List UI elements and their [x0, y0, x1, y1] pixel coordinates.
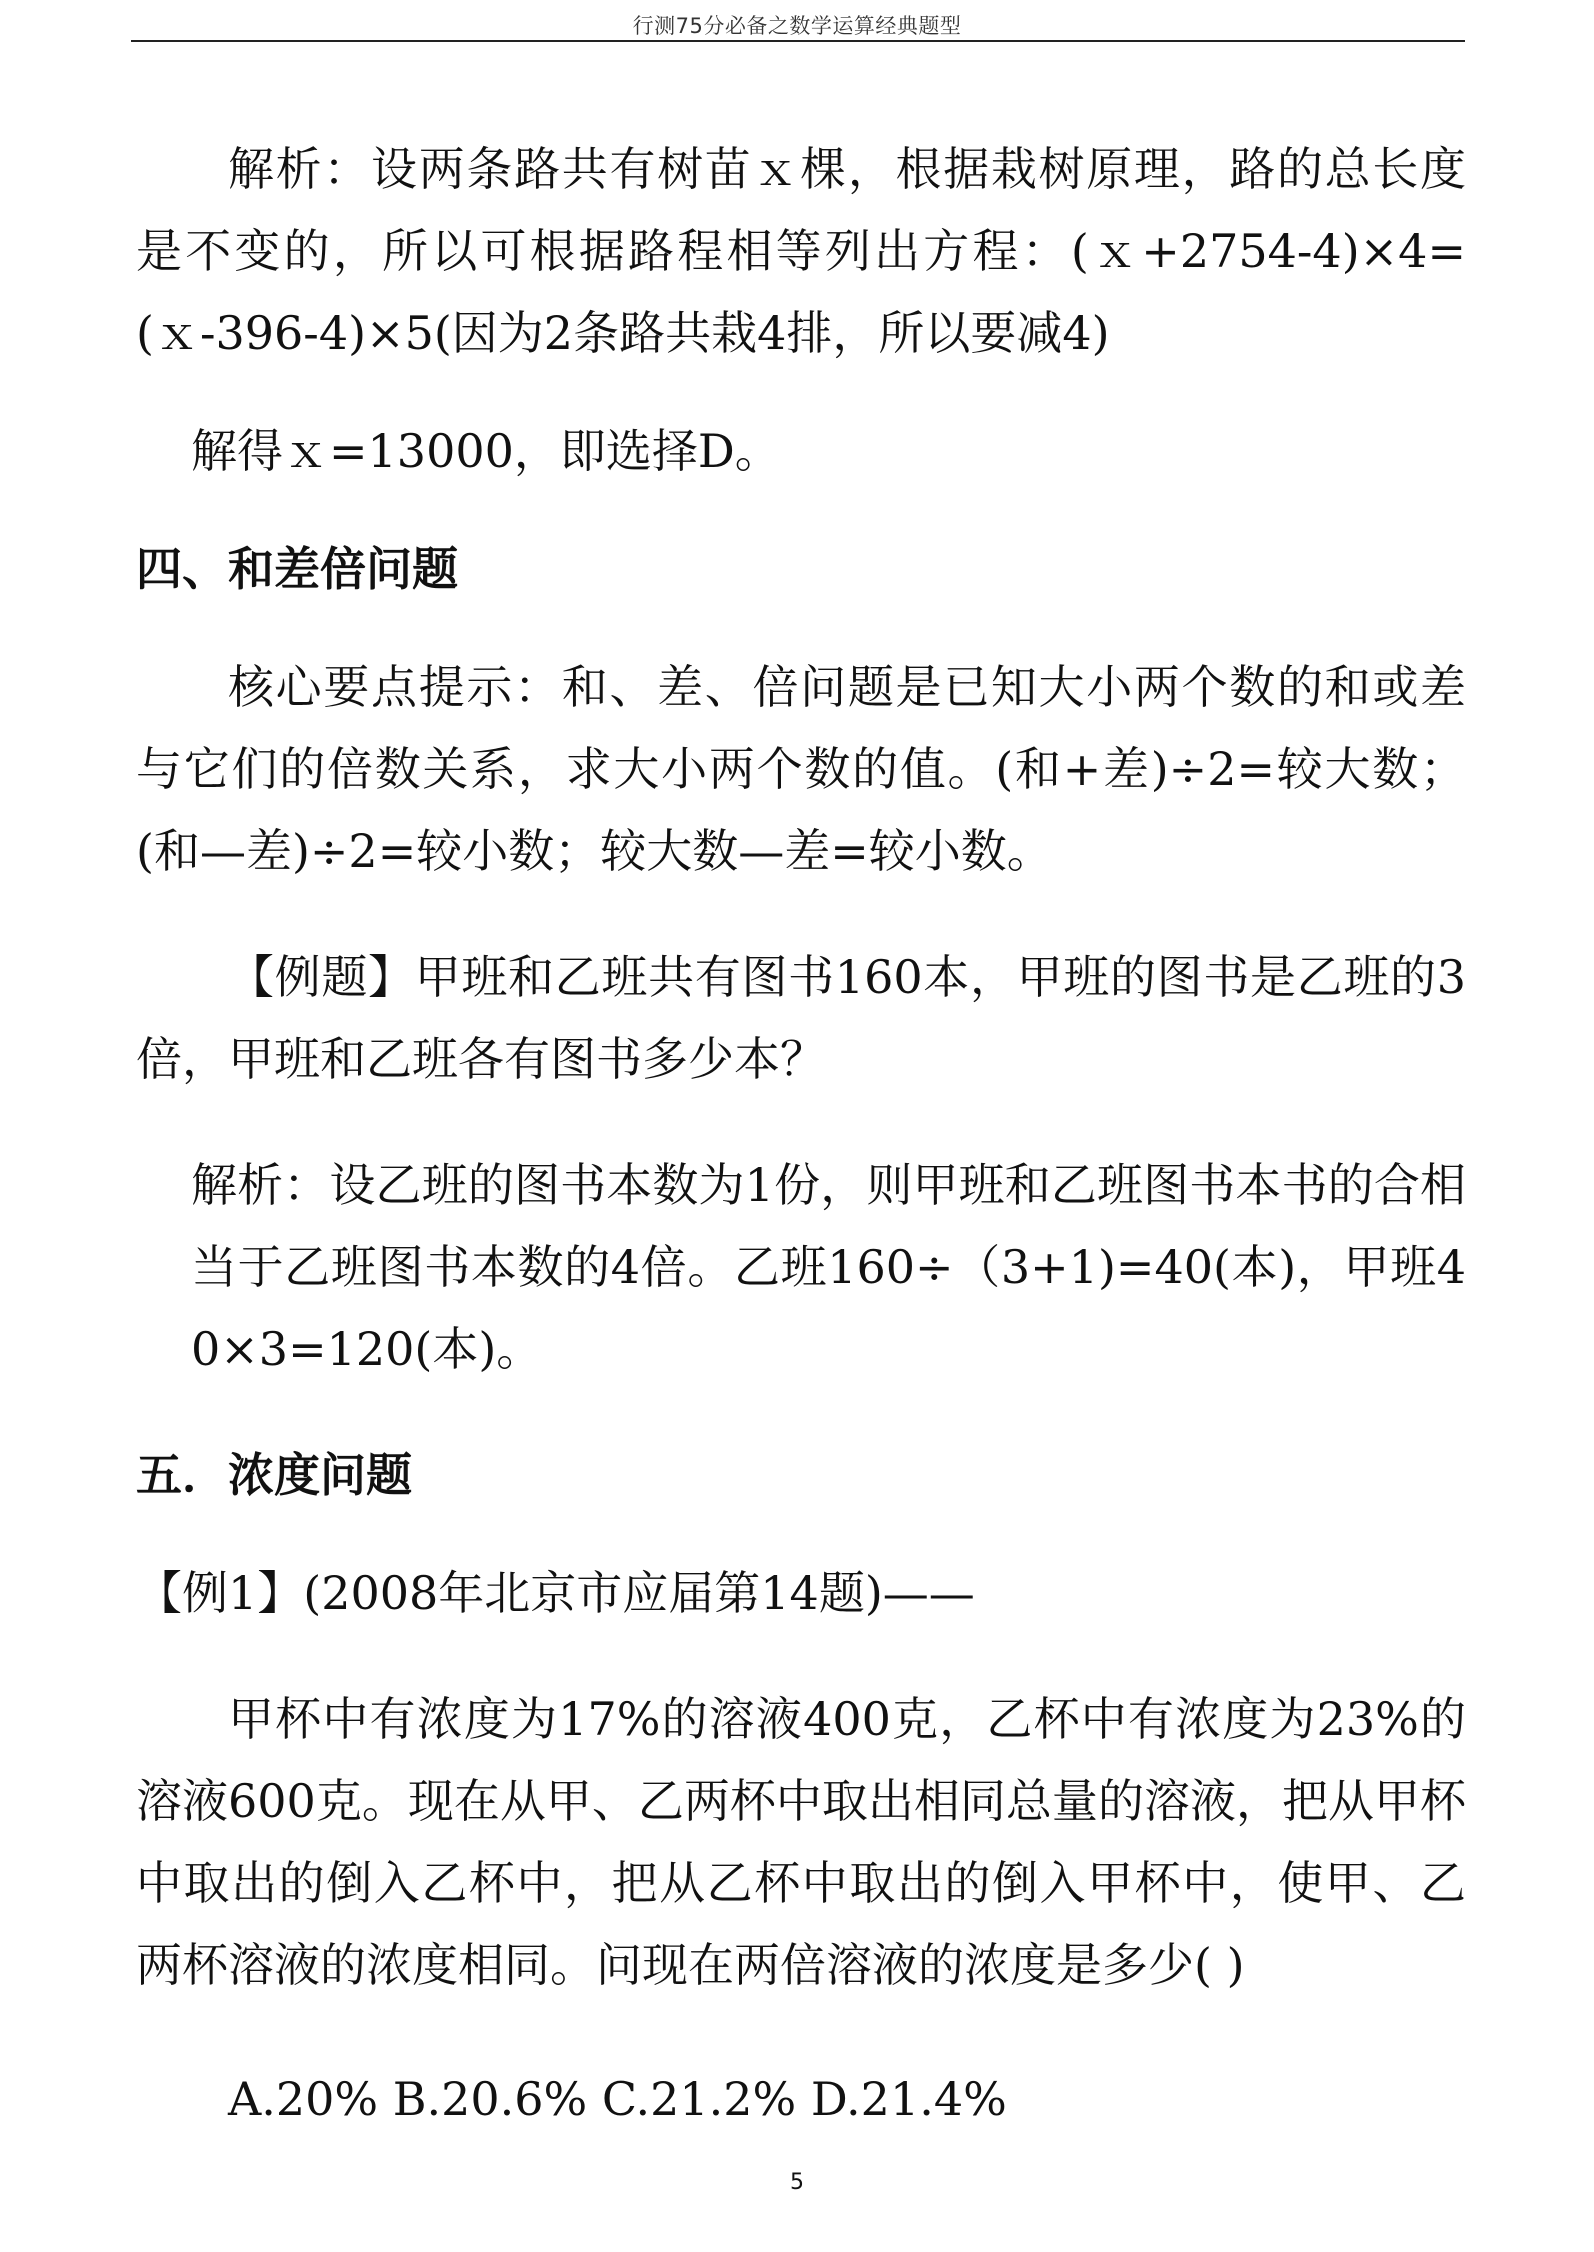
answer-options: A.20% B.20.6% C.21.2% D.21.4% — [228, 2072, 1007, 2126]
key-points-paragraph: 核心要点提示：和、差、倍问题是已知大小两个数的和或差与它们的倍数关系，求大小两个数的值。(和+差)÷2=较大数；(和—差)÷2=较小数；较大数—差=较小数。 — [136, 660, 1466, 878]
solution-paragraph: 解析：设两条路共有树苗ｘ棵，根据栽树原理，路的总长度是不变的，所以可根据路程相等列出方程：(ｘ+2754-4)×4=(ｘ-396-4)×5(因为2条路共栽4排，所以要减4) — [136, 142, 1466, 360]
example-question: 【例题】甲班和乙班共有图书160本，甲班的图书是乙班的3倍，甲班和乙班各有图书多少本？ — [136, 950, 1466, 1086]
page-body — [136, 128, 1466, 2140]
concentration-question: 甲杯中有浓度为17%的溶液400克，乙杯中有浓度为23%的溶液600克。现在从甲、乙两杯中取出相同总量的溶液，把从甲杯中取出的倒入乙杯中，把从乙杯中取出的倒入甲杯中，使甲、乙两杯溶液的浓度相同。问现在两倍溶液的浓度是多少( ) — [136, 1692, 1466, 1992]
example-solution: 解析：设乙班的图书本数为1份，则甲班和乙班图书本书的合相当于乙班图书本数的4倍。乙班160÷（3+1)=40(本)，甲班40×3=120(本)。 — [191, 1158, 1466, 1376]
header-divider — [131, 40, 1465, 42]
section-heading-four: 四、和差倍问题 — [136, 542, 458, 596]
section-heading-five: 五．浓度问题 — [136, 1448, 412, 1502]
solution-result: 解得ｘ=13000，即选择D。 — [191, 424, 781, 478]
example-1-label: 【例1】(2008年北京市应届第14题)—— — [136, 1566, 975, 1620]
page-number: 5 — [790, 2170, 804, 2195]
running-header: 行测75分必备之数学运算经典题型 — [632, 14, 962, 38]
